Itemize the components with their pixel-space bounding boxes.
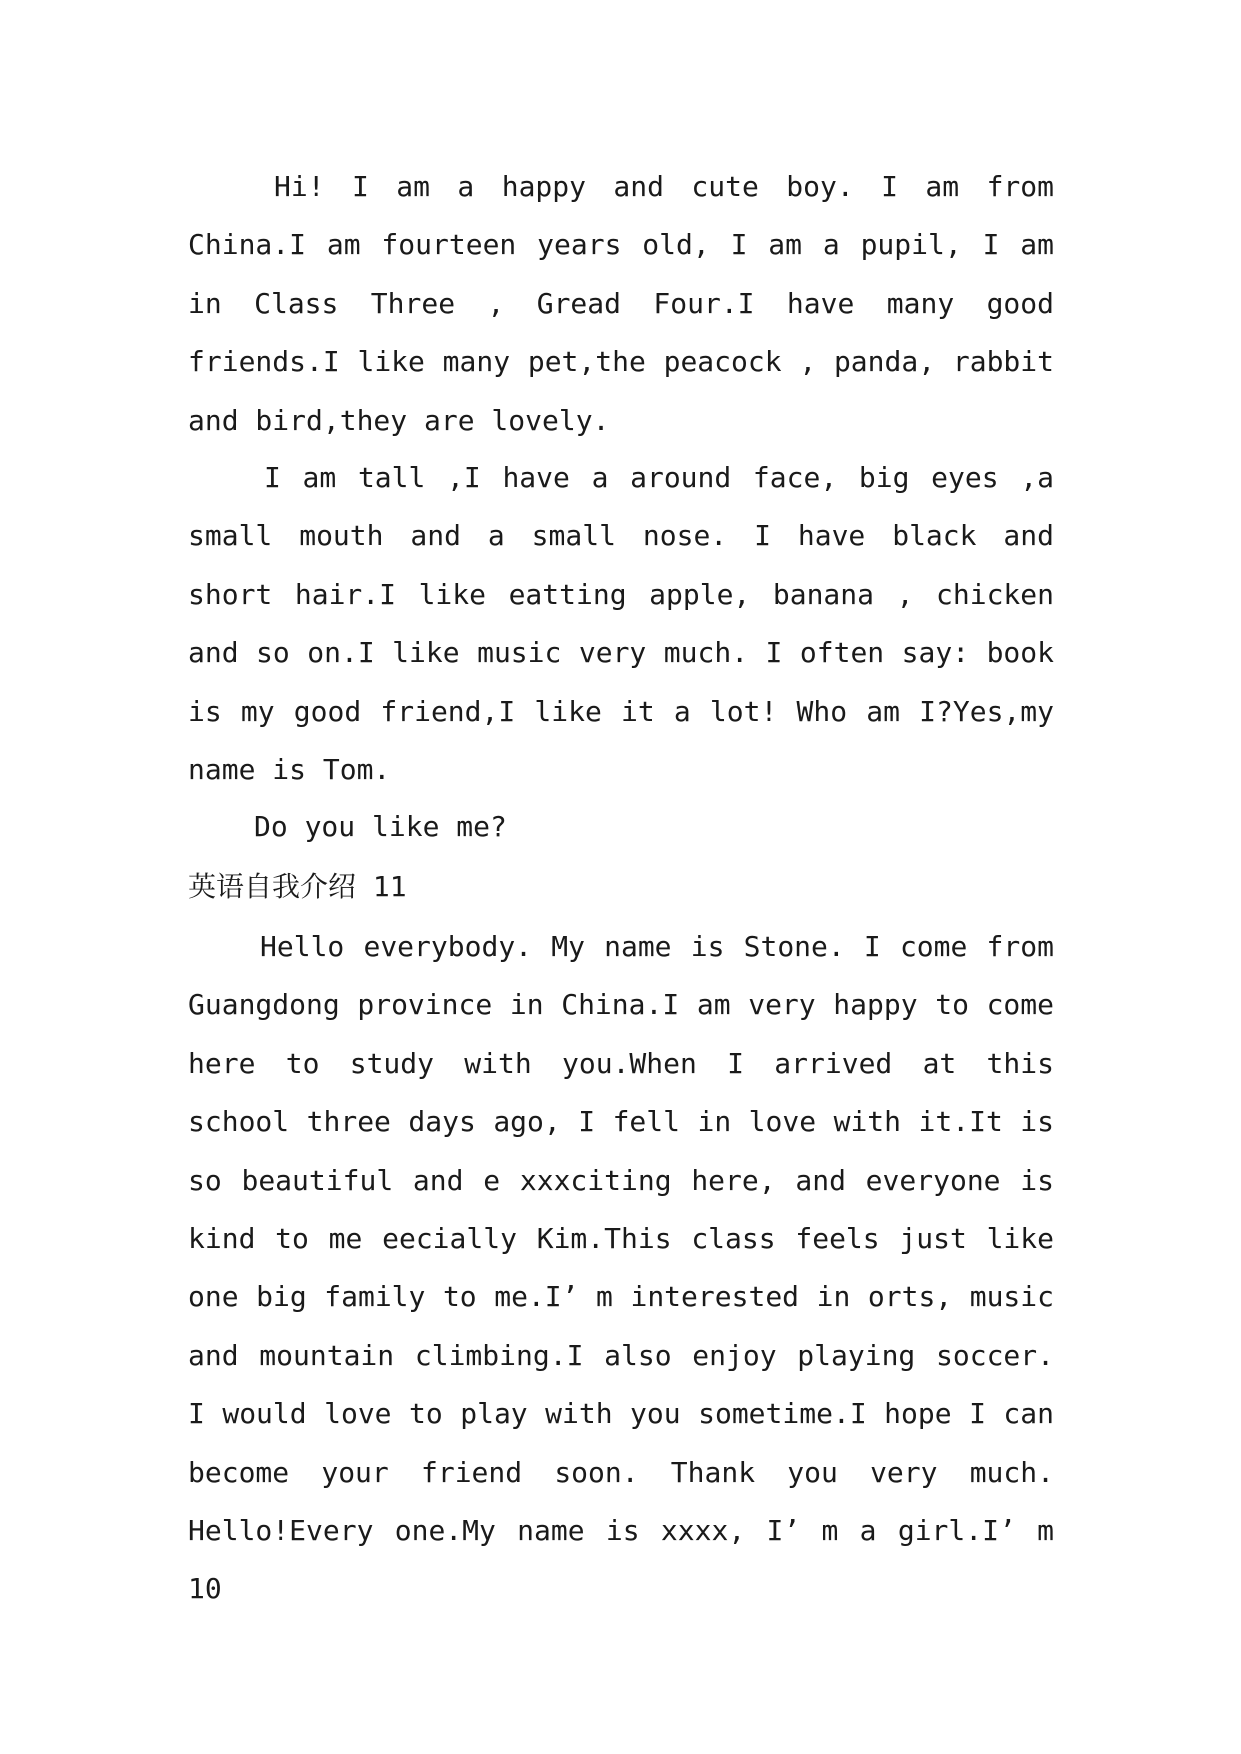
paragraph-self-intro-girl-start: Hello!Every one.My name is xxxx, I’ m a girl.I’ m 10 (188, 1514, 1054, 1606)
paragraph-self-intro-tom-2: I am tall ,I have a around face, big eyes ,a small mouth and a small nose. I have black and short hair.I like eatting apple, banana , chicken and so on.I like music very much. I often say: book is my good friend,I like it a lot! Who am I?Yes,my name is Tom. (188, 461, 1054, 787)
paragraph-self-intro-tom-1: Hi! I am a happy and cute boy. I am from China.I am fourteen years old, I am a pupil, I am in Class Three , Gread Four.I have many good friends.I like many pet,the peacock , panda, rabbit and bird,they are lovely. (188, 170, 1054, 437)
paragraph-self-intro-stone (188, 918, 1054, 1619)
paragraph-self-intro-stone-text: Hello everybody. My name is Stone. I come from Guangdong province in China.I am very happy to come here to study with you.When I arrived at this school three days ago, I fell in love with it.It is so beautiful and e xxxciting here, and everyone is kind to me eecially Kim.This class feels just like one big family to me.I’ m interested in orts, music and mountain climbing.I also enjoy playing soccer. I would love to play with you sometime.I hope I can become your friend soon. Thank you very much. (188, 930, 1054, 1489)
section-heading: 英语自我介绍 11 (188, 870, 407, 903)
paragraph-closing-question: Do you like me? (254, 810, 507, 843)
